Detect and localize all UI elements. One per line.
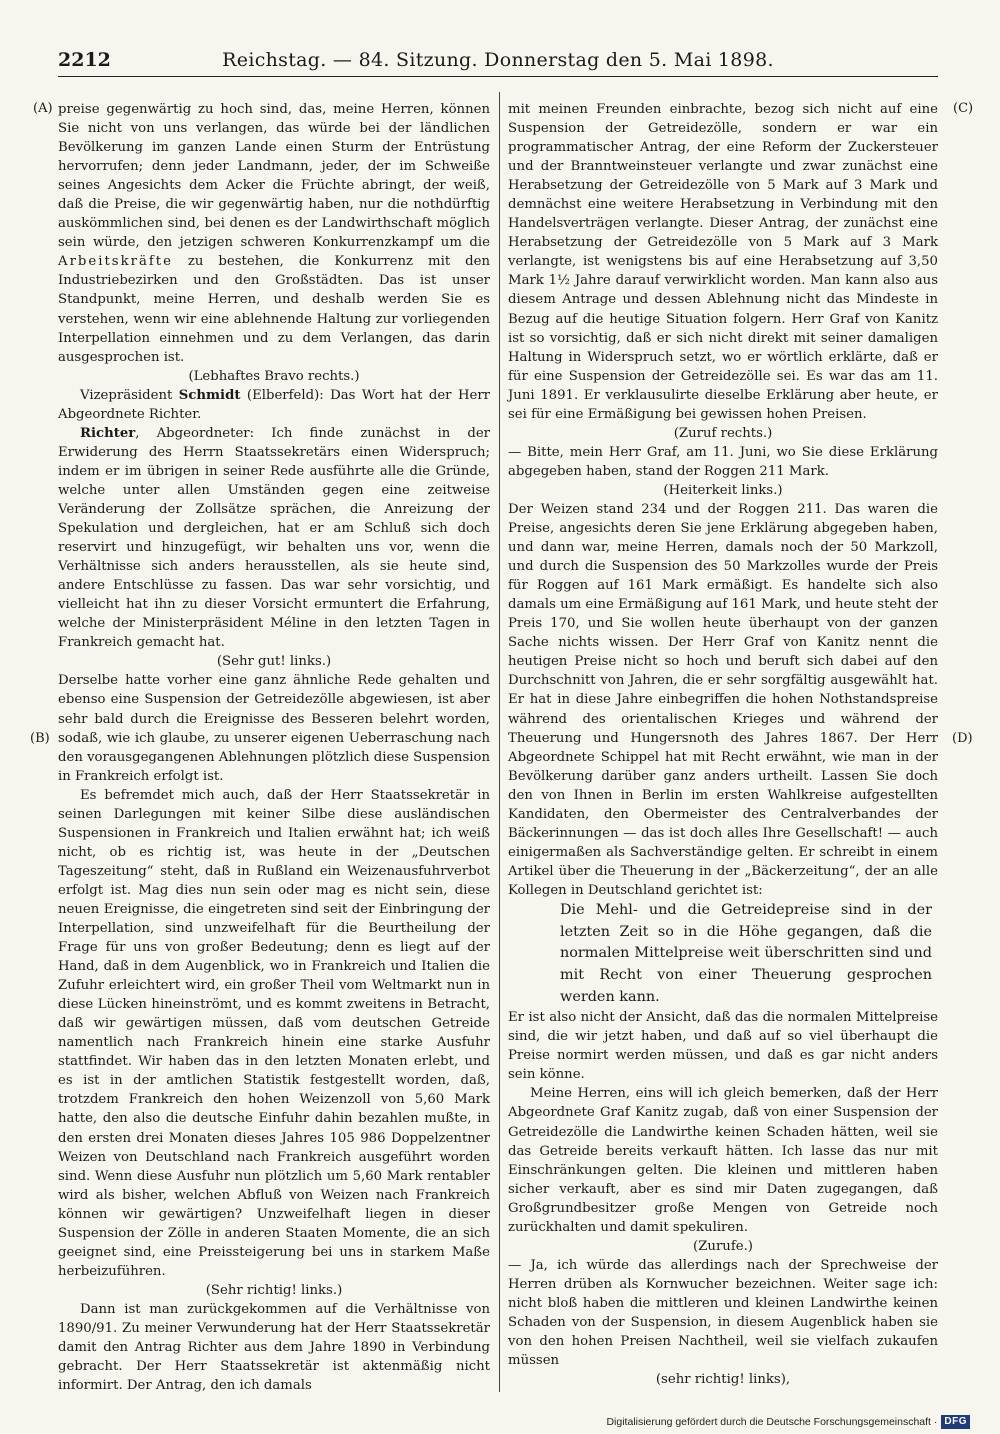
paragraph: Derselbe hatte vorher eine ganz ähnliche Rede gehalten und ebenso eine Suspension der Getreidezölle abgewiesen, ist aber sehr bald durch die Ereignisse des Besseren belehrt worden, sodaß, wie ich glaube, zu unserer eigenen Ueberraschung nach den vorausgegangenen Ablehnungen plötzlich diese Suspension in Frankreich erfolgt ist.	[58, 673, 490, 784]
interjection: (Sehr gut! links.)	[216, 654, 332, 670]
right-column	[508, 100, 938, 1389]
paragraph: Meine Herren, eins will ich gleich bemerken, daß der Herr Abgeordnete Graf Kanitz zugab, daß von einer Suspension der Getreidezölle die Landwirthe keinen Schaden hätten, weil sie das Getreide bereits verkauft hätten. Ich lasse das nur mit Einschränkungen gelten. Die kleinen und mittleren haben sicher verkauft, aber es sind mir Daten zugegangen, daß Großgrundbesitzer große Mengen von Getreide noch zurückhalten und damit spekuliren.	[508, 1086, 938, 1235]
column-divider	[499, 92, 500, 1392]
paragraph	[58, 386, 490, 424]
speaker-name: Schmidt	[178, 387, 241, 403]
interjection: (Heiterkeit links.)	[663, 482, 783, 498]
paragraph	[58, 424, 490, 653]
page-header	[58, 48, 938, 72]
interjection: (Zurufe.)	[693, 1238, 753, 1254]
paragraph: Dann ist man zurückgekommen auf die Verhältnisse von 1890/91. Zu meiner Verwunderung hat der Herr Staatssekretär damit den Antrag Richter aus dem Jahre 1890 in Verbindung gebracht. Der Herr Staatssekretär ist aktenmäßig nicht informirt. Der Antrag, den ich damals	[58, 1301, 490, 1394]
paragraph: Es befremdet mich auch, daß der Herr Staatssekretär in seinen Darlegungen mit keiner Silbe diese ausländischen Suspensionen in Frankreich und Italien erwähnt hat; ich weiß nicht, ob es richtig ist, was heute in der „Deutschen Tageszeitung“ steht, daß in Rußland ein Weizenausfuhrverbot erfolgt ist. Mag dies nun sein oder mag es nicht sein, diese neuen Ereignisse, die eingetreten sind seit der Einbringung der Interpellation, sind unzweifelhaft für die Beurtheilung der Frage für uns von großer Bedeutung; denn es liegt auf der Hand, daß in dem Augenblick, wo in Frankreich und Italien die Zufuhr erleichtert wird, ein großer Theil vom Weltmarkt nun in diese Lücken hineinströmt, und es kommt zweitens in Betracht, daß wir gewärtigen müssen, daß vom deutschen Getreide namentlich nach Frankreich hinein eine starke Ausfuhr stattfindet. Wir haben das in den letzten Monaten erlebt, und es ist in der amtlichen Statistik festgestellt worden, daß, trotzdem Frankreich den hohen Weizenzoll von 5,60 Mark hatte, den also die deutsche Einfuhr dahin bezahlen mußte, in den ersten drei Monaten dieses Jahres 105 986 Doppelzentner Weizen von Deutschland nach Frankreich ausgeführt worden sind. Wenn diese Ausfuhr nun plötzlich um 5,60 Mark rentabler wird als bisher, welchen Abfluß von Weizen nach Frankreich können wir gewärtigen? Unzweifelhaft liegen in dieser Suspension der Zölle in anderen Staaten Momente, die an sich geeignet sind, eine Preissteigerung bei uns in starkem Maße herbeizuführen.	[58, 787, 490, 1279]
page-number: 2212	[58, 49, 111, 71]
digitization-footer	[606, 1415, 970, 1429]
paragraph: mit meinen Freunden einbrachte, bezog sich nicht auf eine Suspension der Getreidezölle, sondern er war ein programmatischer Antrag, der eine Reform der Zuckersteuer und der Branntweinsteuer verlangte und zwar zunächst eine Herabsetzung der Getreidezölle von 5 Mark auf 3 Mark und demnächst eine weitere Herabsetzung in Verbindung mit den Handelsverträgen verlangte. Dieser Antrag, der zunächst eine Herabsetzung der Getreidezölle von 5 Mark auf 3 Mark verlangte, ist wenigstens bis auf eine Herabsetzung auf 3,50 Mark 1½ Jahre darauf verwirklicht worden. Man kann also aus diesem Antrage und dessen Ablehnung nicht das Mindeste in Bezug auf die heutige Situation folgern. Herr Graf von Kanitz ist so vorsichtig, daß er sich nicht direkt mit seiner damaligen Haltung in Widerspruch setzt, wo er wörtlich erklärte, daß er für eine Suspension der Getreidezölle sei. Es war das am 11. Juni 1891. Er verklausulirte dieselbe Erklärung aber heute, er sei für eine Ermäßigung bei gewissen hohen Preisen.	[508, 102, 938, 422]
interjection: (Lebhaftes Bravo rechts.)	[188, 368, 360, 384]
footer-text: Digitalisierung gefördert durch die Deutsche Forschungsgemeinschaft ·	[606, 1416, 938, 1428]
interjection: (sehr richtig! links),	[655, 1372, 791, 1388]
margin-mark-d: (D)	[952, 731, 973, 746]
speaker-name: Richter	[80, 425, 136, 441]
interjection: (Zuruf rechts.)	[673, 425, 773, 441]
text-run: Vizepräsident	[80, 387, 179, 403]
running-title: Reichstag. — 84. Sitzung. Donnerstag den 5. Mai 1898.	[222, 49, 774, 71]
paragraph	[58, 100, 490, 367]
left-column	[58, 100, 490, 1395]
paragraph: — Ja, ich würde das allerdings nach der Sprechweise der Herren drüben als Kornwucher bezeichnen. Weiter sage ich: nicht bloß haben die mittleren und kleinen Landwirthe keinen Schaden von der Suspension, in diesem Augenblick haben sie von den hohen Preisen Nachtheil, weil sie vielfach zukaufen müssen	[508, 1257, 938, 1369]
margin-mark-c: (C)	[953, 101, 974, 116]
margin-mark-a: (A)	[33, 101, 53, 116]
paragraph: Der Weizen stand 234 und der Roggen 211. Das waren die Preise, angesichts deren Sie jene Erklärung abgegeben haben, und dann war, meine Herren, damals noch der 50 Markzoll, und durch die Suspension des 50 Markzolles wurde der Preis für Roggen auf 161 Mark ermäßigt. Es handelte sich also damals um eine Ermäßigung auf 161 Mark, und heute steht der Preis 170, und Sie wollen heute überhaupt von der ganzen Sache nichts wissen. Der Herr Graf von Kanitz nennt die heutigen Preise nicht so hoch und beruft sich dabei auf den Durchschnitt von Jahren, die er sehr sorgfältig ausgewählt hat. Er hat in diese Jahre einbegriffen die hohen Nothstandspreise während des orientalischen Krieges und während der Theuerung und Hungersnoth des Jahres 1867. Der Herr Abgeordnete Schippel hat mit Recht erwähnt, wie man in der Bevölkerung darüber ganz anders urtheilt. Lassen Sie doch den von Ihnen in Berlin im ersten Wahlkreise aufgestellten Kandidaten, den Obermeister des Centralverbandes der Bäckerinnungen — das ist doch alles Ihre Gesellschaft! — auch einigermaßen als Sachverständige gelten. Er schreibt in einem Artikel über die Theuerung in der „Bäckerzeitung“, der an alle Kollegen in Deutschland gerichtet ist:	[508, 501, 938, 898]
text-run: preise gegenwärtig zu hoch sind, das, meine Herren, können Sie nicht von uns verlangen, das würde bei der ländlichen Bevölkerung im ganzen Lande einen Sturm der Entrüstung hervorrufen; denn jeder Landmann, jeder, der im Schweiße seines Angesichts dem Acker die Früchte abringt, der weiß, daß die Preise, die wir gegenwärtig haben, nur die nothdürftig auskömmlichen sind, bei denen es der Landwirthschaft möglich sein würde, den jetzigen schweren Konkurrenzkampf um die	[58, 102, 490, 251]
paragraph: Er ist also nicht der Ansicht, daß das die normalen Mittelpreise sind, die wir jetzt haben, und daß auf so viel überhaupt die Preise normirt werden müssen, und daß es gar nicht anders sein könne.	[508, 1010, 938, 1083]
header-rule	[58, 76, 938, 77]
dfg-logo: DFG	[941, 1415, 970, 1429]
paragraph: — Bitte, mein Herr Graf, am 11. Juni, wo Sie diese Erklärung abgegeben haben, stand der Roggen 211 Mark.	[508, 444, 938, 479]
text-run: (Elberfeld): Das Wort hat der Herr Abgeordnete Richter.	[58, 387, 491, 422]
interjection: (Sehr richtig! links.)	[205, 1282, 343, 1298]
text-run: zu bestehen, die Konkurrenz mit den Industriebezirken und den Großstädten. Das ist unser Standpunkt, meine Herren, und deshalb werden Sie es verstehen, wenn wir eine ablehnende Haltung zur vorliegenden Interpellation einnehmen und zu dem Verlangen, das darin ausgesprochen ist.	[58, 254, 490, 365]
block-quote: Die Mehl- und die Getreidepreise sind in der letzten Zeit so in die Höhe gegangen, daß die normalen Mittelpreise weit überschritten sind und mit Recht von einer Theuerung gesprochen werden kann.	[560, 901, 932, 1005]
text-run: , Abgeordneter: Ich finde zunächst in der Erwiderung des Herrn Staatssekretärs einen Widerspruch; indem er im übrigen in seiner Rede ausführte alle die Gründe, welche unter allen Umständen gegen eine zeitweise Veränderung der Zollsätze sprächen, die Anreizung der Spekulation und dergleichen, hat er am Schluß sich doch reservirt und hinzugefügt, wir behalten uns vor, wenn die Verhältnisse sich anders herausstellen, als sie heute sind, andere Entschlüsse zu fassen. Das war sehr vorsichtig, und vielleicht hat ihn zu dieser Vorsicht ermuntert die Erfahrung, welche der Ministerpräsident Méline in den letzten Tagen in Frankreich gemacht hat.	[58, 425, 490, 651]
spaced-text: Arbeitskräfte	[58, 254, 173, 270]
margin-mark-b: (B)	[30, 731, 50, 746]
